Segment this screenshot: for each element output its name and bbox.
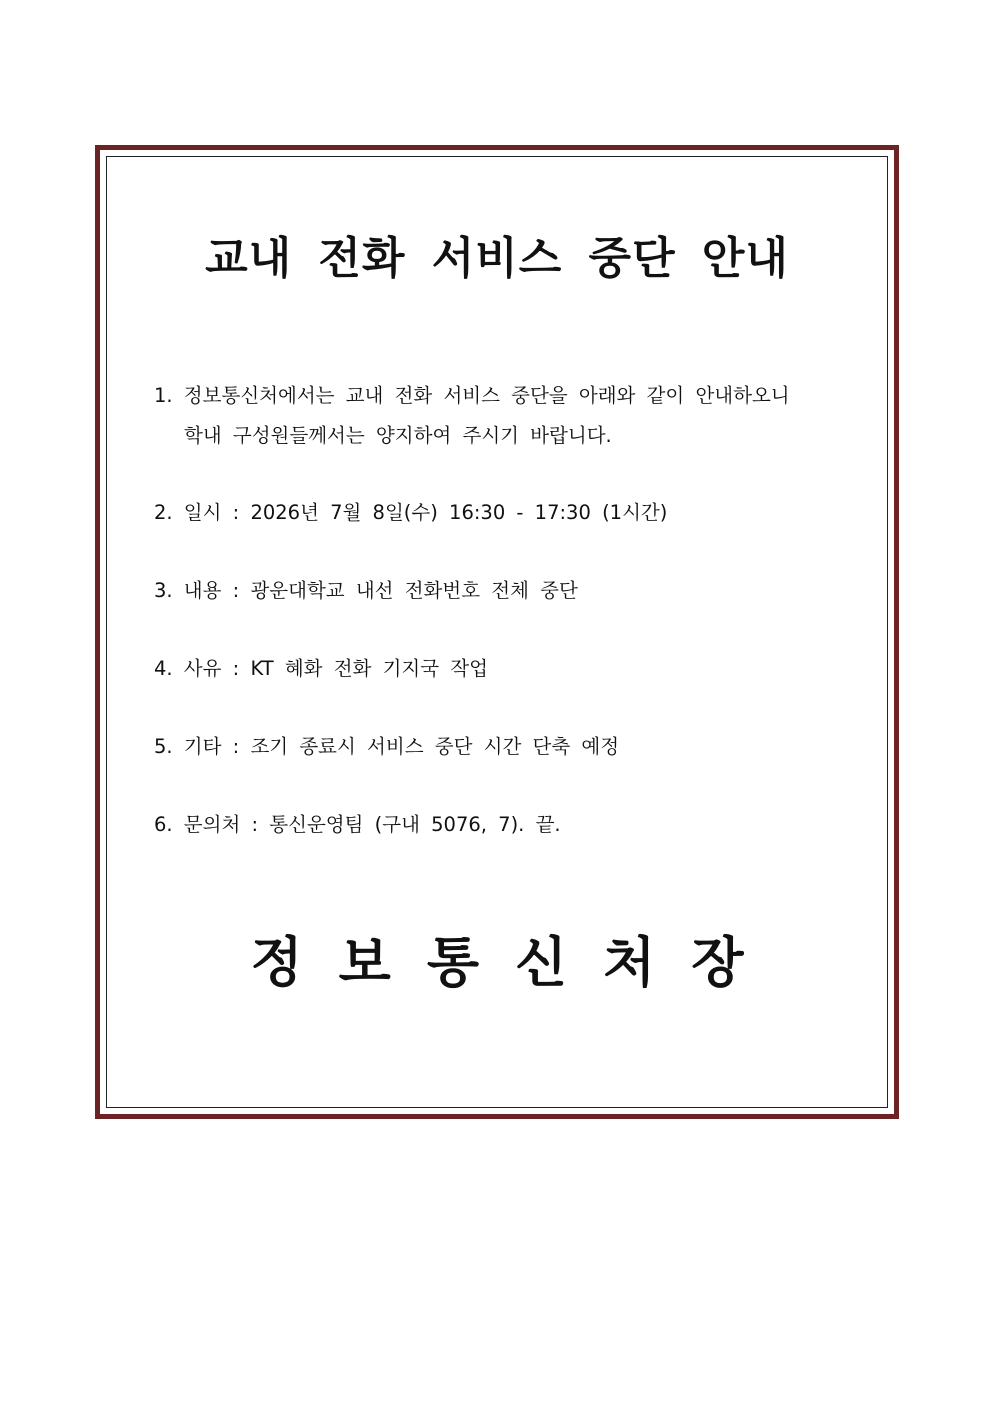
notice-item-purpose [154,380,790,452]
notice-item-purpose-line1: 1. 정보통신처에서는 교내 전화 서비스 중단을 아래와 같이 안내하오니 [154,384,790,407]
notice-item-datetime: 2. 일시 : 2026년 7월 8일(수) 16:30 - 17:30 (1시간) [154,501,668,524]
notice-item-reason: 4. 사유 : KT 혜화 전화 기지국 작업 [154,657,488,680]
notice-item-purpose-line2: 학내 구성원들께서는 양지하여 주시기 바랍니다. [184,424,612,447]
notice-item-content: 3. 내용 : 광운대학교 내선 전화번호 전체 중단 [154,579,578,602]
notice-item-etc: 5. 기타 : 조기 종료시 서비스 중단 시간 단축 예정 [154,735,620,758]
notice-item-contact: 6. 문의처 : 통신운영팀 (구내 5076, 7). 끝. [154,813,561,836]
signature: 정보통신처장 [250,931,780,994]
notice-title: 교내 전화 서비스 중단 안내 [205,233,789,284]
